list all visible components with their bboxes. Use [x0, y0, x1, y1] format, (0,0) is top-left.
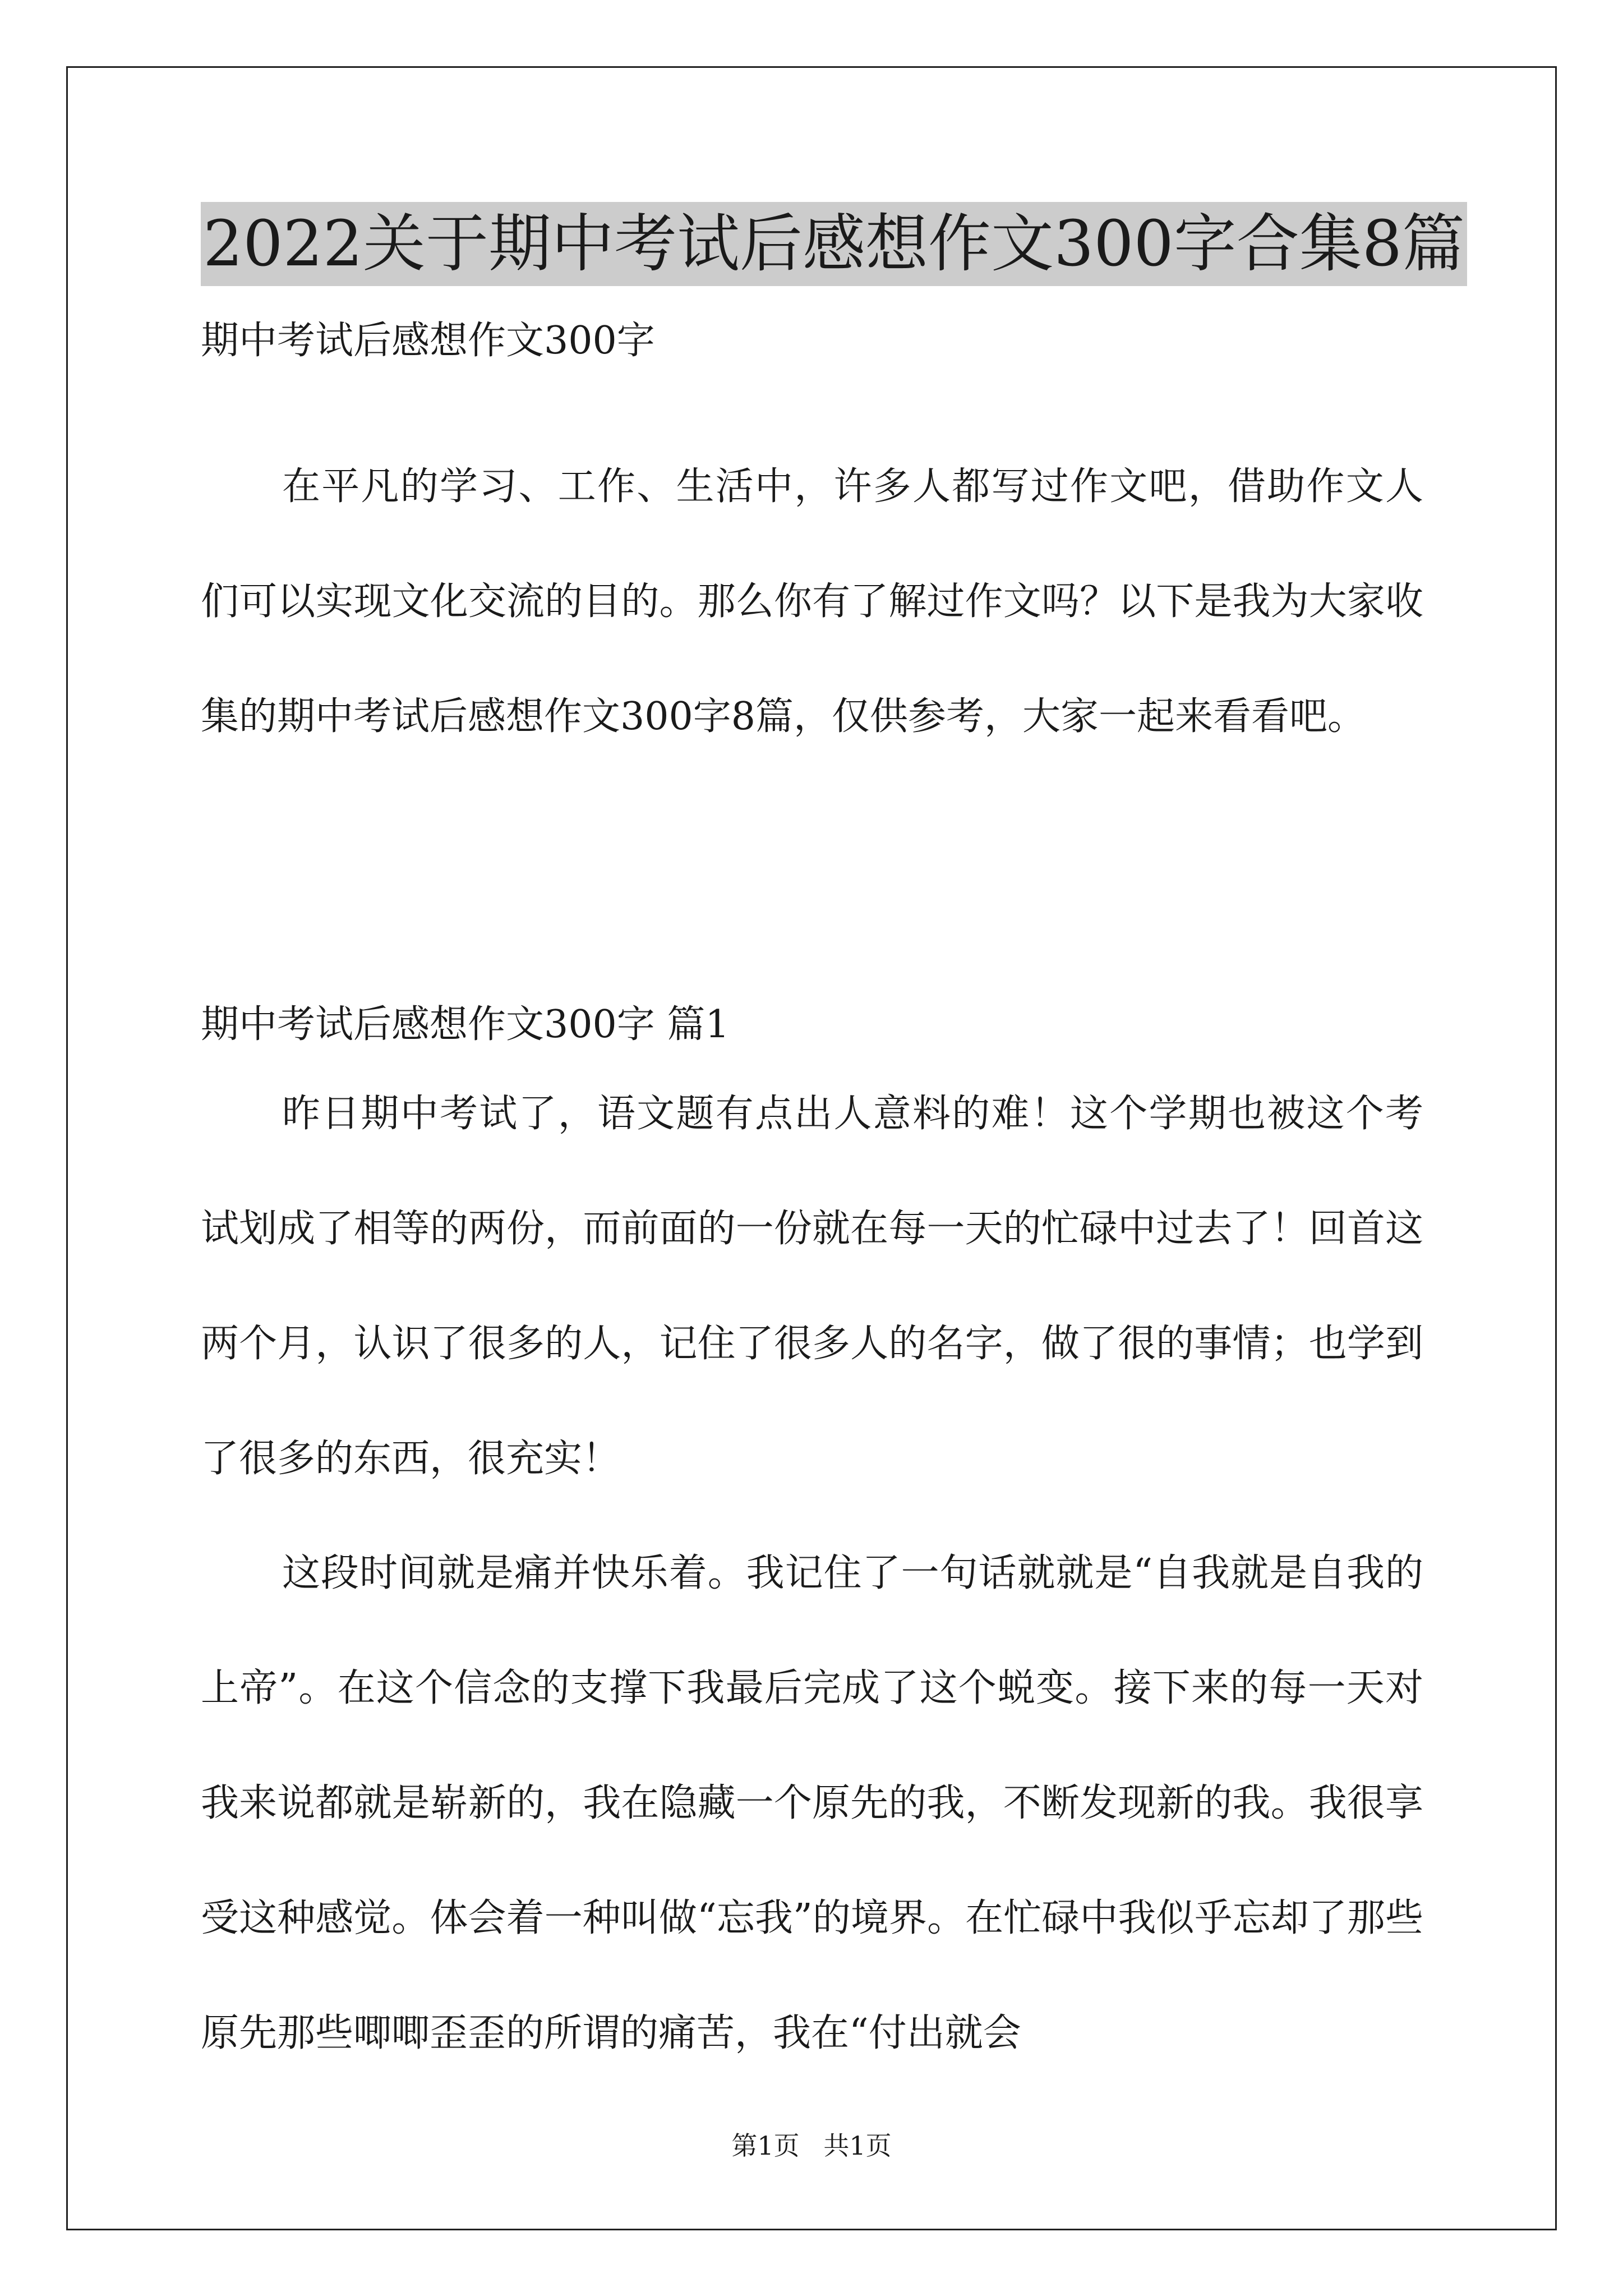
document-title: 2022关于期中考试后感想作文300字合集8篇 [201, 202, 1467, 286]
page-total: 共1页 [823, 2131, 892, 2161]
intro-paragraph: 在平凡的学习、工作、生活中，许多人都写过作文吧，借助作文人们可以实现文化交流的目的。那么你有了解过作文吗？以下是我为大家收集的期中考试后感想作文300字8篇，仅供参考，大家一起来看看吧。 [201, 464, 1423, 739]
page-number: 第1页 [731, 2131, 800, 2161]
intro-heading: 期中考试后感想作文300字 [201, 319, 655, 363]
section-paragraph-1: 昨日期中考试了，语文题有点出人意料的难！这个学期也被这个考试划成了相等的两份，而前面的一份就在每一天的忙碌中过去了！回首这两个月，认识了很多的人，记住了很多人的名字，做了很的事情；也学到了很多的东西，很充实！ [201, 1092, 1423, 1481]
section-heading: 期中考试后感想作文300字 篇1 [201, 1002, 730, 1047]
page-footer [0, 2129, 1623, 2162]
section-paragraph-2: 这段时间就是痛并快乐着。我记住了一句话就就是“自我就是自我的上帝”。在这个信念的支撑下我最后完成了这个蜕变。接下来的每一天对我来说都就是崭新的，我在隐藏一个原先的我，不断发现新的我。我很享受这种感觉。体会着一种叫做“忘我”的境界。在忙碌中我似乎忘却了那些原先那些唧唧歪歪的所谓的痛苦，我在“付出就会 [201, 1551, 1423, 2055]
title-block [201, 202, 1465, 286]
